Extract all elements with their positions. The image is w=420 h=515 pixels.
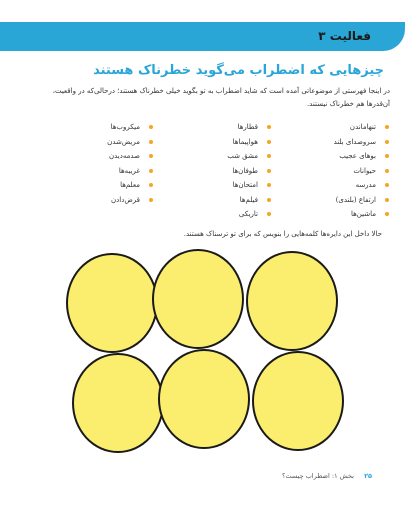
bullet-icon <box>149 183 153 187</box>
list-item <box>227 135 272 150</box>
list-item-label: تنهاماندن <box>349 123 376 131</box>
list-item-label: غریبه‌ها <box>118 166 140 175</box>
list-item-label: مشق شب <box>227 152 258 160</box>
page-footer <box>282 472 372 480</box>
list-item-label: ماشین‌ها <box>350 210 376 218</box>
fear-list-column-3 <box>107 120 154 207</box>
writing-circle[interactable] <box>252 351 344 451</box>
bullet-icon <box>267 140 271 144</box>
bullet-icon <box>267 125 271 129</box>
list-item-label: مریض‌شدن <box>107 137 140 146</box>
list-item-label: میکروب‌ها <box>110 123 140 131</box>
activity-label: فعالیت ۳ <box>318 29 371 43</box>
list-item <box>334 135 390 150</box>
page-number: ۲۵ <box>364 472 372 480</box>
writing-circle[interactable] <box>72 353 164 453</box>
page-title: چیزهایی که اضطراب می‌گوید خطرناک هستند <box>93 63 384 78</box>
list-item-label: صدمه‌دیدن <box>108 152 140 160</box>
list-item <box>107 164 154 179</box>
list-item <box>334 193 390 208</box>
bullet-icon <box>385 125 389 129</box>
bullet-icon <box>385 154 389 158</box>
list-item-label: بوهای عجیب <box>339 152 376 160</box>
activity-header-bar <box>0 22 405 51</box>
list-item-label: تاریکی <box>238 210 258 218</box>
fear-list <box>30 120 390 220</box>
bullet-icon <box>385 169 389 173</box>
list-item <box>107 193 154 208</box>
list-item-label: معلم‌ها <box>120 181 140 189</box>
list-item-label: فیلم‌ها <box>239 195 258 204</box>
writing-circle[interactable] <box>158 349 250 449</box>
fear-list-column-1 <box>334 120 390 222</box>
bullet-icon <box>149 198 153 202</box>
bullet-icon <box>267 154 271 158</box>
list-item <box>334 120 390 135</box>
list-item <box>334 207 390 222</box>
list-item <box>227 120 272 135</box>
list-item-label: سروصدای بلند <box>333 137 376 146</box>
writing-circle[interactable] <box>152 249 244 349</box>
list-item <box>107 178 154 193</box>
list-item-label: قطارها <box>237 123 258 131</box>
section-label: بخش ۱: اضطراب چیست؟ <box>282 472 354 480</box>
bullet-icon <box>149 154 153 158</box>
bullet-icon <box>385 212 389 216</box>
list-item <box>107 149 154 164</box>
list-item-label: حیوانات <box>353 166 376 175</box>
bullet-icon <box>267 183 271 187</box>
bullet-icon <box>385 198 389 202</box>
intro-paragraph: در اینجا فهرستی از موضوعاتی آمده است که شاید اضطراب به تو بگوید خیلی خطرناک هستند؛ درحالی‌که در واقعیت، آن‌قدرها هم خطرناک نیستند. <box>52 87 390 108</box>
instruction-text: حالا داخل این دایره‌ها کلمه‌هایی را بنویس که برای تو ترسناک هستند. <box>183 230 382 238</box>
list-item <box>227 149 272 164</box>
list-item-label: هواپیماها <box>232 137 258 146</box>
list-item <box>334 149 390 164</box>
list-item <box>227 178 272 193</box>
fear-list-column-2 <box>227 120 272 222</box>
list-item-label: طوفان‌ها <box>232 166 258 175</box>
list-item <box>227 164 272 179</box>
writing-circle[interactable] <box>246 251 338 351</box>
bullet-icon <box>267 198 271 202</box>
list-item <box>334 178 390 193</box>
list-item <box>227 193 272 208</box>
list-item <box>334 164 390 179</box>
circles-area <box>66 245 346 457</box>
bullet-icon <box>385 183 389 187</box>
bullet-icon <box>149 169 153 173</box>
list-item <box>107 135 154 150</box>
list-item <box>227 207 272 222</box>
list-item <box>107 120 154 135</box>
writing-circle[interactable] <box>66 253 158 353</box>
bullet-icon <box>149 140 153 144</box>
bullet-icon <box>267 169 271 173</box>
list-item-label: مدرسه <box>355 181 376 189</box>
list-item-label: قرض‌دادن <box>111 195 140 204</box>
bullet-icon <box>149 125 153 129</box>
bullet-icon <box>267 212 271 216</box>
bullet-icon <box>385 140 389 144</box>
list-item-label: امتحان‌ها <box>232 181 258 189</box>
list-item-label: ارتفاع (بلندی) <box>335 195 376 204</box>
